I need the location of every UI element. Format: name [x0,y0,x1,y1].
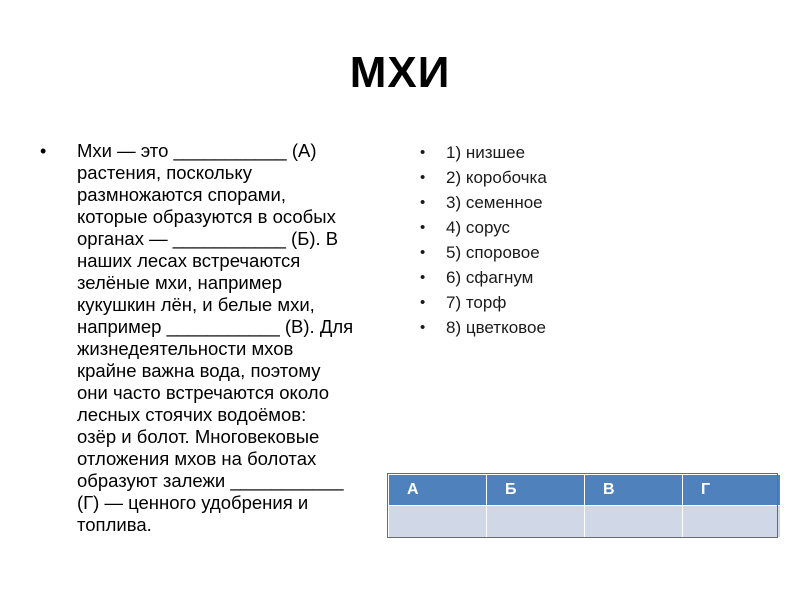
header-cell-b: Б [487,475,585,506]
answer-cell-g[interactable] [683,506,781,538]
answer-cell-v[interactable] [585,506,683,538]
task-paragraph: Мхи — это ___________ (А) растения, поскольку размножаются спорами, которые образуются в особых органах — ___________ (Б). В наших лесах встречаются зелёные мхи, например кукушкин лён, и белые мхи, например ___________ (В). Для жизнедеятельности мхов крайне важна вода, поэтому они часто встречаются около лесных стоячих водоёмов: озёр и болот. Многовековые отложения мхов на болотах образуют залежи ___________ (Г) — ценного удобрения и топлива. [77,140,354,535]
option-item [420,215,750,240]
option-label: 4) сорус [446,218,511,237]
options-list [420,140,750,340]
option-item [420,315,750,340]
bullet-icon: • [420,194,426,211]
answer-cell-b[interactable] [487,506,585,538]
answer-cell-a[interactable] [389,506,487,538]
bullet-icon: • [420,219,426,236]
option-label: 1) низшее [446,143,526,162]
option-item [420,265,750,290]
answer-table-header-row [389,475,781,506]
slide-title: МХИ [349,48,451,97]
option-label: 2) коробочка [446,168,547,187]
option-item [420,190,750,215]
bullet-icon: • [420,269,426,286]
option-label: 8) цветковое [446,318,546,337]
bullet-icon: • [420,294,426,311]
task-paragraph-item [40,140,390,536]
option-item [420,290,750,315]
bullet-icon: • [420,319,426,336]
answer-table-row [389,506,781,538]
header-cell-g: Г [683,475,781,506]
bullet-icon: • [420,144,426,161]
option-label: 5) споровое [446,243,540,262]
task-text-column [40,140,390,536]
option-item [420,240,750,265]
options-column [420,140,750,340]
option-label: 7) торф [446,293,507,312]
header-cell-a: А [389,475,487,506]
option-label: 3) семенное [446,193,543,212]
answer-table [388,474,781,538]
bullet-icon: • [420,169,426,186]
header-cell-v: В [585,475,683,506]
bullet-icon: • [420,244,426,261]
option-item [420,140,750,165]
option-label: 6) сфагнум [446,268,534,287]
bullet-icon: • [40,141,47,161]
option-item [420,165,750,190]
